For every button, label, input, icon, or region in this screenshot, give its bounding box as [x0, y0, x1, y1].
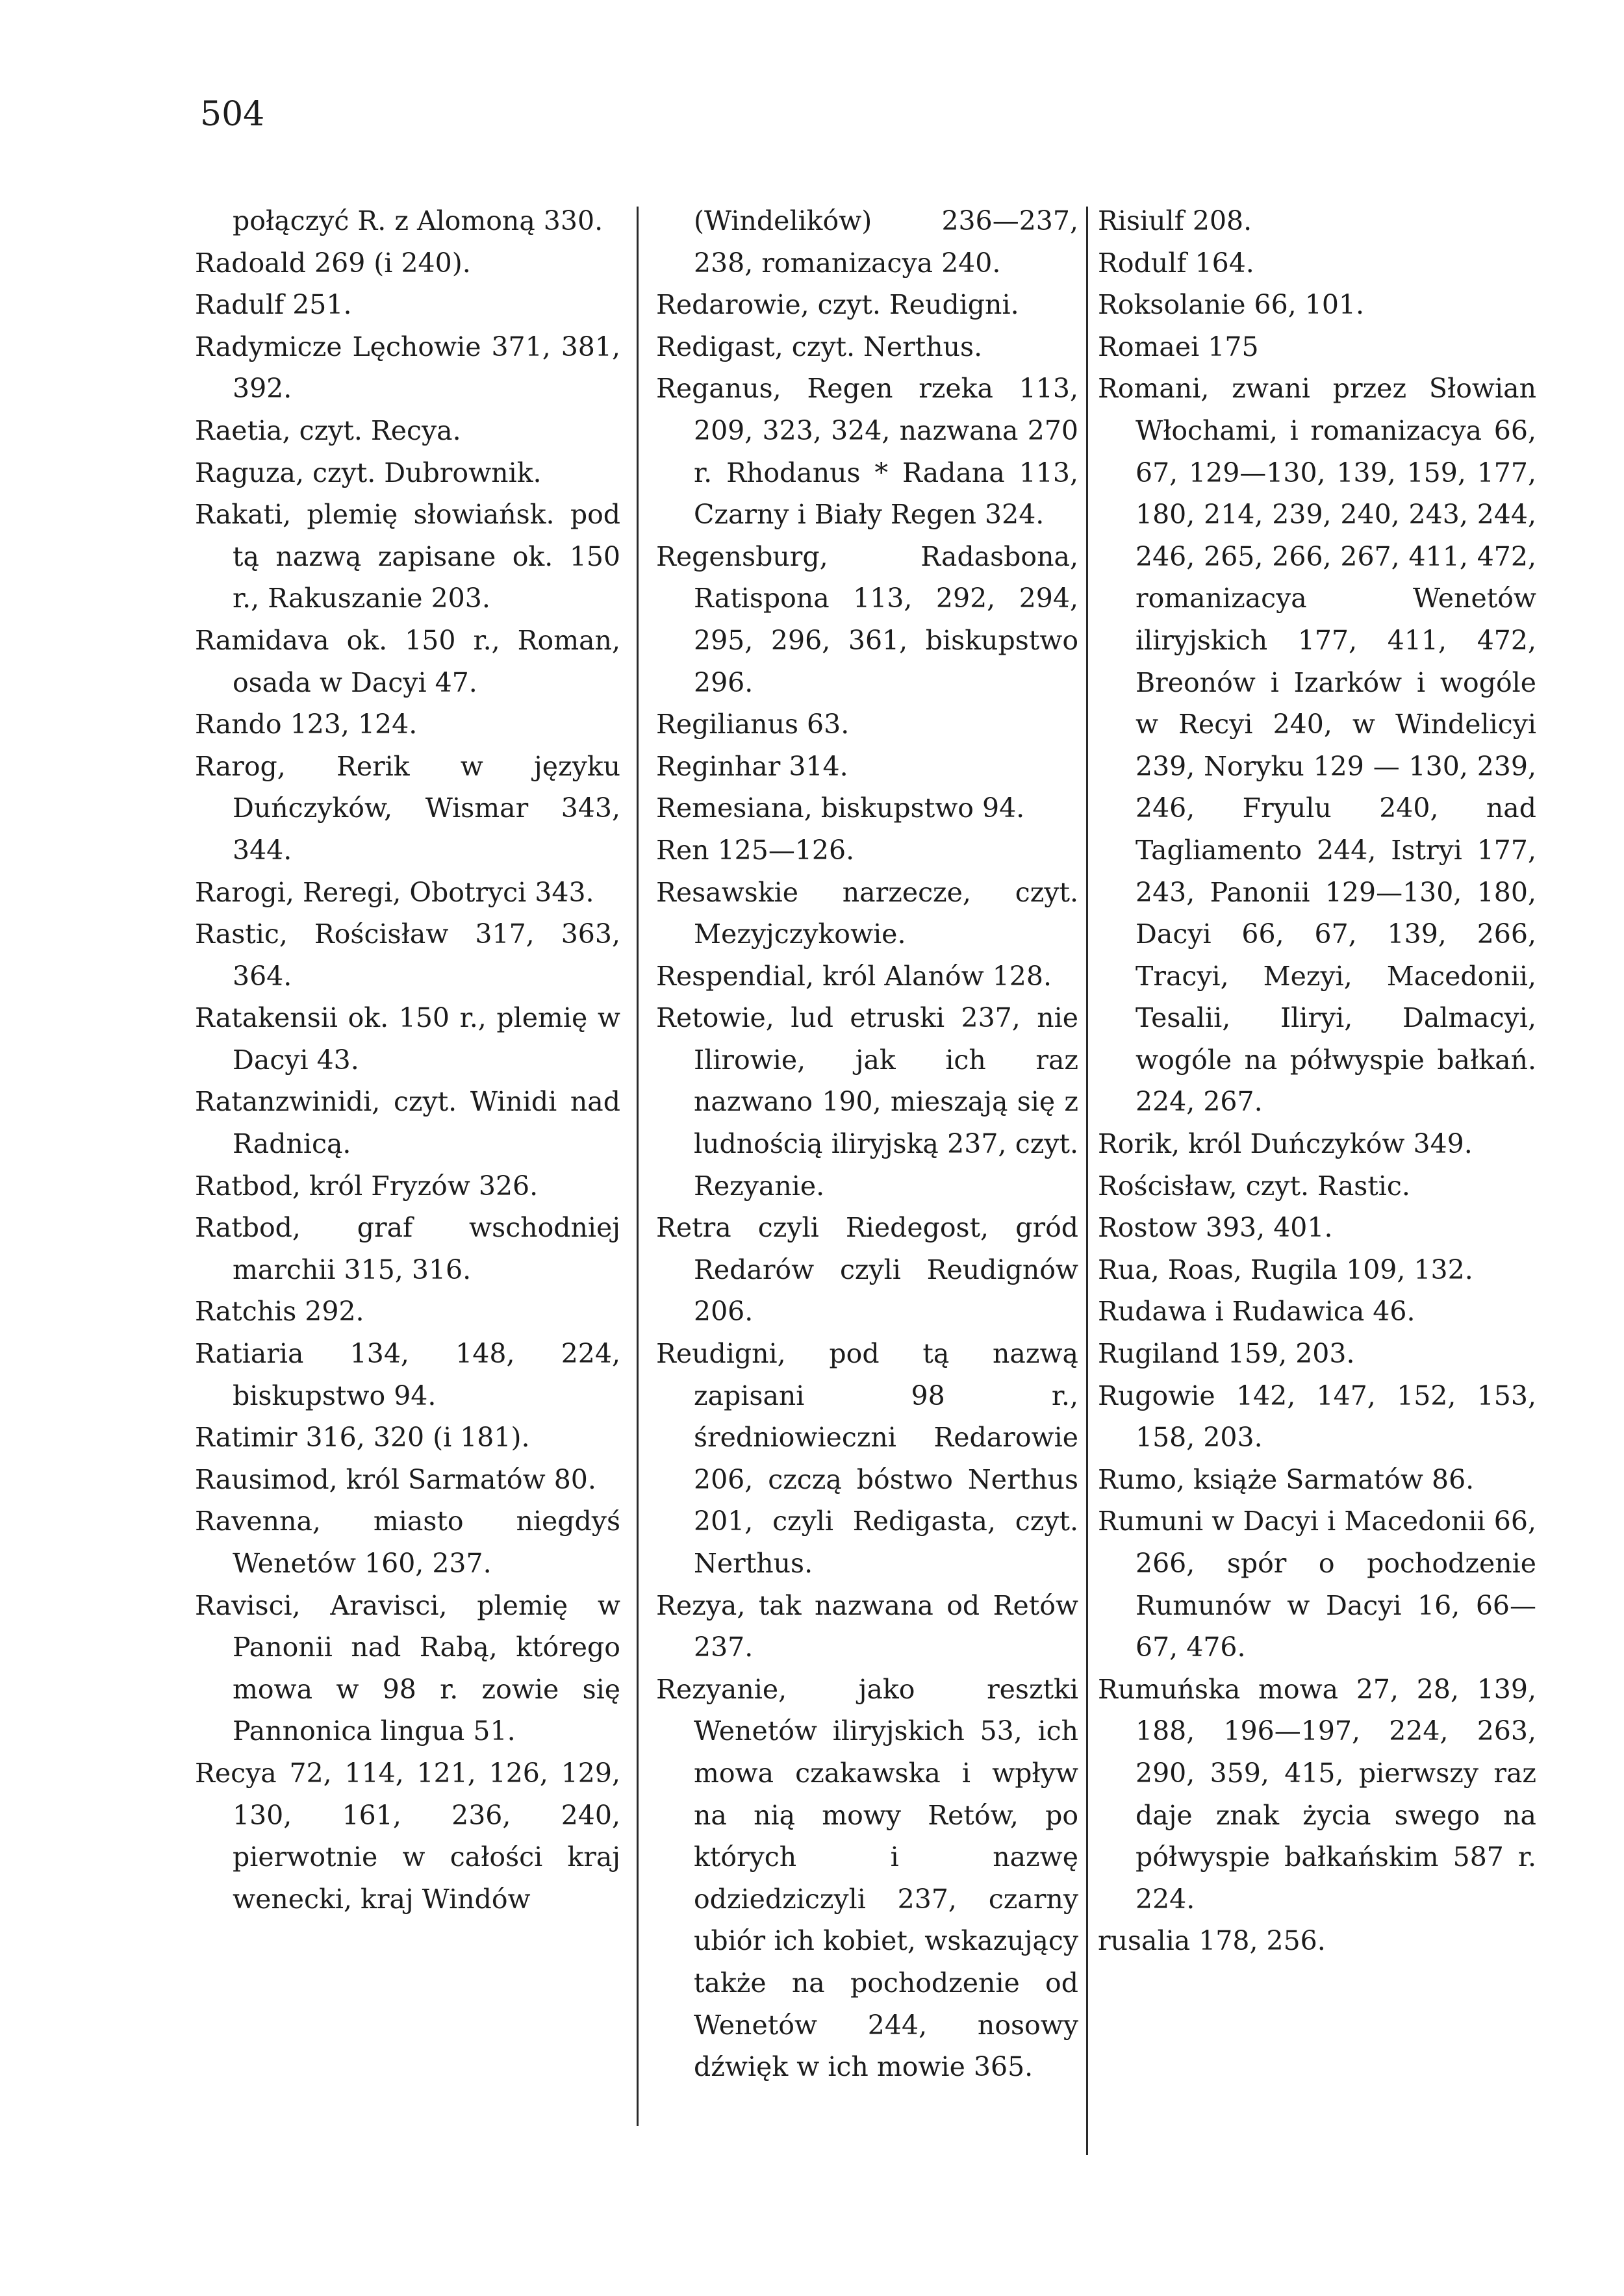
index-entry: Romaei 175: [1098, 331, 1259, 362]
index-entry: Rorik, król Duńczyków 349.: [1098, 1128, 1473, 1160]
index-entry: Redigast, czyt. Nerthus.: [656, 331, 983, 362]
index-entry: Reginhar 314.: [656, 750, 848, 782]
index-entry: Rugiland 159, 203.: [1098, 1338, 1355, 1370]
index-column-3: [1098, 200, 1536, 1962]
index-entry: Ramidava ok. 150 r., Roman, osada w Dacyi 47.: [195, 624, 620, 698]
index-entry: Ratchis 292.: [195, 1296, 364, 1328]
index-entry: Redarowie, czyt. Reudigni.: [656, 289, 1019, 321]
index-entry: Raguza, czyt. Dubrownik.: [195, 457, 542, 488]
index-entry: Ratbod, król Fryzów 326.: [195, 1170, 539, 1202]
index-entry: (Windelików) 236—237, 238, romanizacya 240.: [694, 205, 1078, 279]
index-entry: Rugowie 142, 147, 152, 153, 158, 203.: [1098, 1380, 1536, 1454]
index-entry: Ratbod, graf wschodniej marchii 315, 316.: [195, 1212, 620, 1285]
index-entry: Ravisci, Aravisci, plemię w Panonii nad Rabą, którego mowa w 98 r. zowie się Pannonica lingua 51.: [195, 1589, 620, 1747]
index-entry: Romani, zwani przez Słowian Włochami, i romanizacya 66, 67, 129—130, 139, 159, 177, 180, 214, 239, 240, 243, 244, 246, 265, 266, 267, 411, 472, romanizacya Wenetów iliryjskich 177, 411, 472, Breonów i Izarków i wogóle w Recyi 240, w Windelicyi 239, Noryku 129 — 130, 239, 246, Fryulu 240, nad Tagliamento 244, Istryi 177, 243, Panonii 129—130, 180, Dacyi 66, 67, 139, 266, Tracyi, Mezyi, Macedonii, Tesalii, Iliryi, Dalmacyi, wogóle na półwyspie bałkań. 224, 267.: [1098, 373, 1536, 1118]
index-entry: Ratimir 316, 320 (i 181).: [195, 1422, 530, 1454]
index-entry: Regilianus 63.: [656, 709, 850, 740]
index-entry: Rarogi, Reregi, Obotryci 343.: [195, 876, 594, 908]
index-entry: Ratanzwinidi, czyt. Winidi nad Radnicą.: [195, 1086, 620, 1160]
index-entry: Radymicze Lęchowie 371, 381, 392.: [195, 331, 620, 405]
index-entry: Rakati, plemię słowiańsk. pod tą nazwą zapisane ok. 150 r., Rakuszanie 203.: [195, 499, 620, 614]
index-entry: Rościsław, czyt. Rastic.: [1098, 1170, 1410, 1202]
index-entry: Recya 72, 114, 121, 126, 129, 130, 161, 236, 240, pierwotnie w całości kraj wenecki, kraj Windów: [195, 1757, 620, 1915]
index-entry: Retra czyli Riedegost, gród Redarów czyli Reudignów 206.: [656, 1212, 1078, 1328]
index-entry: Rumo, książe Sarmatów 86.: [1098, 1463, 1475, 1495]
index-entry: rusalia 178, 256.: [1098, 1925, 1326, 1957]
index-entry: Ren 125—126.: [656, 834, 855, 866]
index-entry: Remesiana, biskupstwo 94.: [656, 792, 1025, 824]
index-entry: Radulf 251.: [195, 289, 352, 321]
index-entry: Rando 123, 124.: [195, 709, 418, 740]
index-entry: połączyć R. z Alomoną 330.: [233, 205, 603, 236]
index-entry: Rua, Roas, Rugila 109, 132.: [1098, 1254, 1473, 1285]
index-entry: Rezyanie, jako resztki Wenetów iliryjskich 53, ich mowa czakawska i wpływ na nią mowy Retów, po których i nazwę odziedziczyli 237, czarny ubiór ich kobiet, wskazujący także na pochodzenie od Wenetów 244, nosowy dźwięk w ich mowie 365.: [656, 1673, 1078, 2083]
index-entry: Roksolanie 66, 101.: [1098, 289, 1365, 321]
index-entry: Rarog, Rerik w języku Duńczyków, Wismar 343, 344.: [195, 750, 620, 866]
page-number: 504: [200, 95, 265, 134]
index-entry: Raetia, czyt. Recya.: [195, 414, 461, 446]
index-entry: Respendial, król Alanów 128.: [656, 960, 1052, 992]
column-divider: [637, 207, 639, 2126]
index-entry: Rumuni w Dacyi i Macedonii 66, 266, spór o pochodzenie Rumunów w Dacyi 16, 66—67, 476.: [1098, 1506, 1536, 1663]
index-entry: Rausimod, król Sarmatów 80.: [195, 1463, 596, 1495]
index-entry: Rastic, Rościsław 317, 363, 364.: [195, 918, 620, 992]
index-entry: Ravenna, miasto niegdyś Wenetów 160, 237.: [195, 1506, 620, 1579]
index-entry: Rostow 393, 401.: [1098, 1212, 1333, 1244]
column-divider: [1086, 207, 1088, 2155]
index-entry: Rezya, tak nazwana od Retów 237.: [656, 1589, 1078, 1663]
index-entry: Reganus, Regen rzeka 113, 209, 323, 324, nazwana 270 r. Rhodanus * Radana 113, Czarny i Biały Regen 324.: [656, 373, 1078, 531]
index-entry: Rumuńska mowa 27, 28, 139, 188, 196—197, 224, 263, 290, 359, 415, pierwszy raz daje znak życia swego na półwyspie bałkańskim 587 r. 224.: [1098, 1673, 1536, 1915]
index-column-2: [656, 200, 1078, 2088]
index-entry: Ratakensii ok. 150 r., plemię w Dacyi 43.: [195, 1002, 620, 1076]
index-entry: Reudigni, pod tą nazwą zapisani 98 r., średniowieczni Redarowie 206, czczą bóstwo Nerthus 201, czyli Redigasta, czyt. Nerthus.: [656, 1338, 1078, 1579]
index-entry: Rudawa i Rudawica 46.: [1098, 1296, 1415, 1328]
index-entry: Ratiaria 134, 148, 224, biskupstwo 94.: [195, 1338, 620, 1411]
index-entry: Regensburg, Radasbona, Ratispona 113, 292, 294, 295, 296, 361, biskupstwo 296.: [656, 540, 1078, 698]
index-entry: Radoald 269 (i 240).: [195, 247, 471, 279]
index-column-1: [195, 200, 620, 1920]
index-entry: Rodulf 164.: [1098, 247, 1254, 279]
index-entry: Resawskie narzecze, czyt. Mezyjczykowie.: [656, 876, 1078, 950]
index-entry: Retowie, lud etruski 237, nie Ilirowie, jak ich raz nazwano 190, mieszają się z ludnością iliryjską 237, czyt. Rezyanie.: [656, 1002, 1078, 1202]
index-entry: Risiulf 208.: [1098, 205, 1252, 236]
